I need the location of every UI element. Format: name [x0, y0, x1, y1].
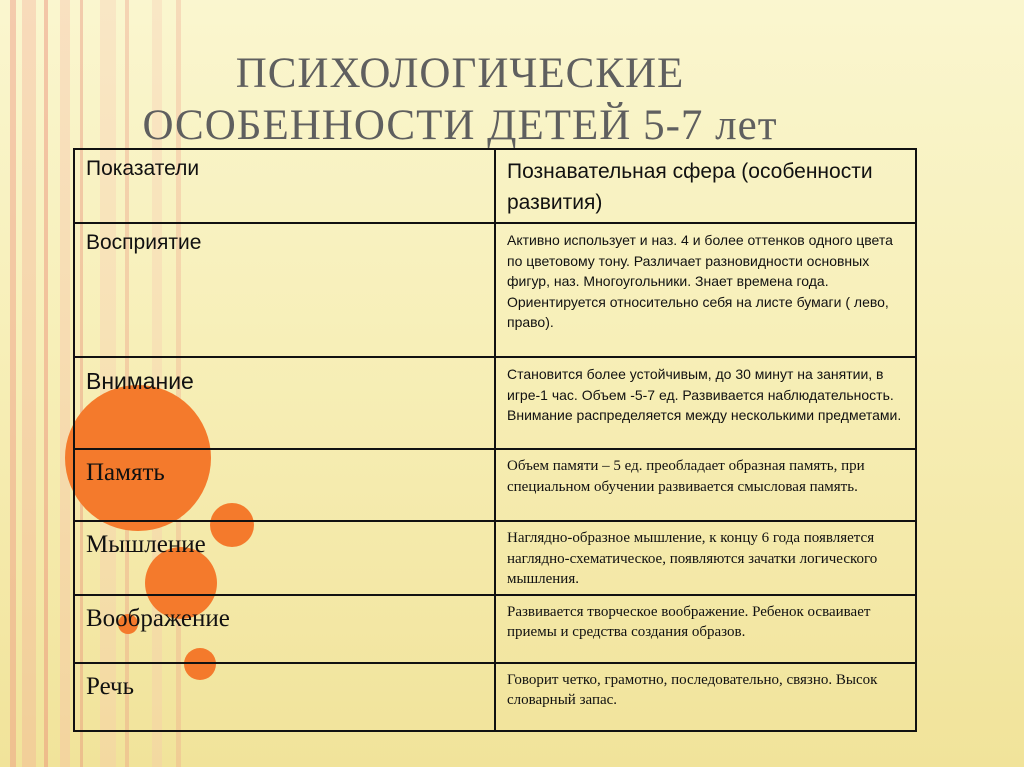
table-row [74, 521, 916, 595]
row-desc-imagination: Развивается творческое воображение. Ребенок осваивает приемы и средства создания образов. [495, 595, 916, 663]
row-desc-thinking: Наглядно-образное мышление, к концу 6 года появляется наглядно-схематическое, появляются зачатки логического мышления. [495, 521, 916, 595]
table-row [74, 223, 916, 357]
row-desc-speech: Говорит четко, грамотно, последовательно, связно. Высок словарный запас. [495, 663, 916, 731]
row-label-imagination: Воображение [74, 595, 495, 663]
row-desc-perception: Активно использует и наз. 4 и более оттенков одного цвета по цветовому тону. Различает разновидности основных фигур, наз. Многоугольники. Знает времена года. Ориентируется относительно себя на листе бумаги ( лево, право). [495, 223, 916, 357]
row-label-memory: Память [74, 449, 495, 521]
row-desc-memory: Объем памяти – 5 ед. преобладает образная память, при специальном обучении развивается смысловая память. [495, 449, 916, 521]
psychology-table [73, 148, 917, 732]
row-label-speech: Речь [74, 663, 495, 731]
table-row [74, 449, 916, 521]
table-row [74, 663, 916, 731]
title-line-1: ПСИХОЛОГИЧЕСКИЕ [235, 50, 685, 97]
table-row [74, 357, 916, 449]
table-row [74, 595, 916, 663]
header-cognitive-sphere: Познавательная сфера (особенности развития) [495, 149, 916, 223]
row-label-perception: Восприятие [74, 223, 495, 357]
page-title [80, 48, 840, 152]
row-label-attention: Внимание [74, 357, 495, 449]
row-label-thinking: Мышление [74, 521, 495, 595]
table-header-row [74, 149, 916, 223]
header-indicators: Показатели [74, 149, 495, 223]
row-desc-attention: Становится более устойчивым, до 30 минут на занятии, в игре-1 час. Объем -5-7 ед. Развивается наблюдательность. Внимание распределяется между несколькими предметами. [495, 357, 916, 449]
title-line-2: ОСОБЕННОСТИ ДЕТЕЙ 5-7 лет [142, 102, 778, 149]
